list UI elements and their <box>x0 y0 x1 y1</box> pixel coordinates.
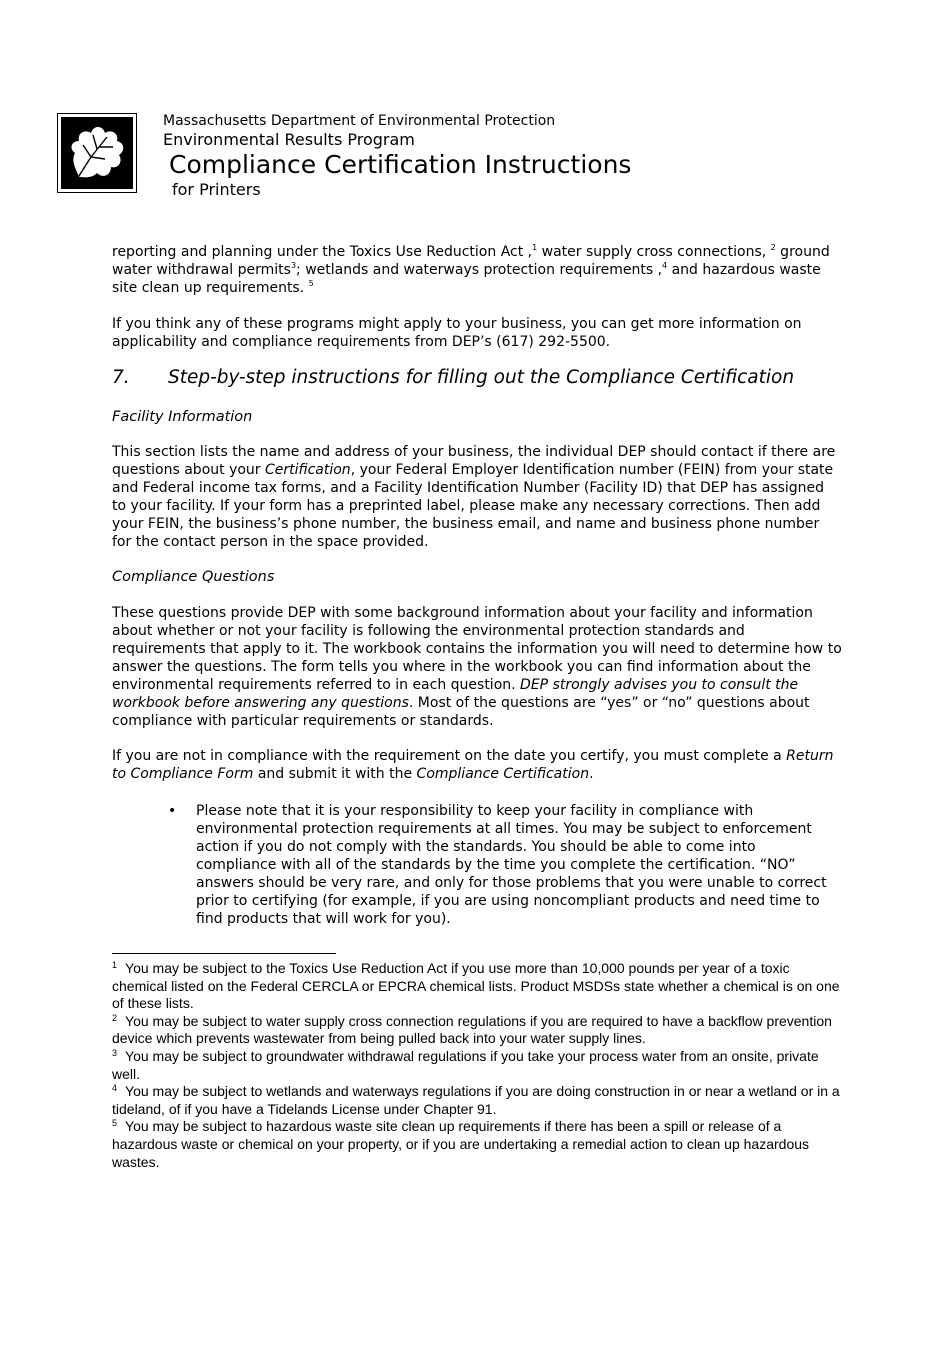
document-title: Compliance Certification Instructions <box>169 150 632 179</box>
agency-name: Massachusetts Department of Environmental Protection <box>163 113 556 129</box>
section-heading <box>112 367 794 389</box>
footnote-ref: 1 <box>532 243 538 252</box>
footnote-divider <box>112 953 336 954</box>
footnote: $^1$ You may be subject to the Toxics Use Reduction Act if you use more than 10,000 pounds per year of a toxic chemical listed on the Federal CERCLA or EPCRA chemical lists. Product MSDSs state whether a chemical is on one of these lists. <box>112 960 840 1012</box>
compliance-paragraph: These questions provide DEP with some background information about your facility and information about whether or not your facility is following the environmental protection standards and requirements that apply to it. The workbook contains the information you will need to determine how to answer the questions. The form tells you where in the workbook you can find information about the environmental requirements referred to in each question. DEP strongly advises you to consult the workbook before answering any questions. Most of the questions are “yes” or “no” questions about compliance with particular requirements or standards. <box>112 605 842 729</box>
oak-leaf-icon <box>61 117 133 189</box>
footnote: $^4$ You may be subject to wetlands and waterways regulations if you are doing construction in or near a wetland or in a tideland, of if you have a Tidelands License under Chapter 91. <box>112 1083 840 1117</box>
footnote-ref: 5 <box>308 279 314 288</box>
footnote-ref: 4 <box>662 261 668 270</box>
bullet-icon: • <box>168 803 177 819</box>
footnote-ref: 3 <box>290 261 297 270</box>
document-header <box>163 112 631 199</box>
bullet-text: Please note that it is your responsibility to keep your facility in compliance with environmental protection requirements at all times. You may be subject to enforcement action if you do not comply with the standards. You should be able to come into compliance with all of the standards by the time you complete the certification. “NO” answers should be very rare, and only for those problems that you were unable to correct prior to certifying (for example, if you are using noncompliant products and need time to find products that will work for you). <box>196 803 827 927</box>
document-subtitle: for Printers <box>172 180 261 199</box>
footnote-ref: 2 <box>770 243 776 252</box>
return-to-compliance-paragraph: If you are not in compliance with the requirement on the date you certify, you must complete a Return to Compliance Form and submit it with the Compliance Certification. <box>112 748 834 782</box>
intro-paragraph: reporting and planning under the Toxics Use Reduction Act ,$^1$ water supply cross connections, $^2$ ground water withdrawal permits$^3$; wetlands and waterways protection requirements ,$^4$ and hazardous waste site clean up requirements. $^5$ <box>112 243 830 296</box>
program-name: Environmental Results Program <box>163 130 415 149</box>
bullet-item <box>168 802 840 928</box>
contact-paragraph: If you think any of these programs might apply to your business, you can get more information on applicability and compliance requirements from DEP’s (617) 292-5500. <box>112 316 802 350</box>
section-number: 7. <box>112 367 130 388</box>
footnote: $^5$ You may be subject to hazardous waste site clean up requirements if there has been a spill or release of a hazardous waste or chemical on your property, or if you are undertaking a remedial action to clean up hazardous wastes. <box>112 1118 810 1170</box>
facility-paragraph: This section lists the name and address of your business, the individual DEP should contact if there are questions about your Certification, your Federal Employer Identification number (FEIN) from your state and Federal income tax forms, and a Facility Identification Number (Facility ID) that DEP has assigned to your facility. If your form has a preprinted label, please make any necessary corrections. Then add your FEIN, the business’s phone number, the business email, and name and business phone number for the contact person in the space provided. <box>112 444 836 550</box>
facility-heading: Facility Information <box>112 409 253 425</box>
compliance-heading: Compliance Questions <box>112 569 275 585</box>
dep-logo <box>57 113 137 193</box>
footnote: $^3$ You may be subject to groundwater withdrawal regulations if you take your process water from an onsite, private well. <box>112 1047 819 1082</box>
section-title: Step-by-step instructions for filling out the Compliance Certification <box>168 367 795 388</box>
footnote: $^2$ You may be subject to water supply cross connection regulations if you are required to have a backflow prevention device which prevents wastewater from being pulled back into your water supply lines. <box>112 1012 832 1047</box>
footnotes <box>112 960 840 1171</box>
